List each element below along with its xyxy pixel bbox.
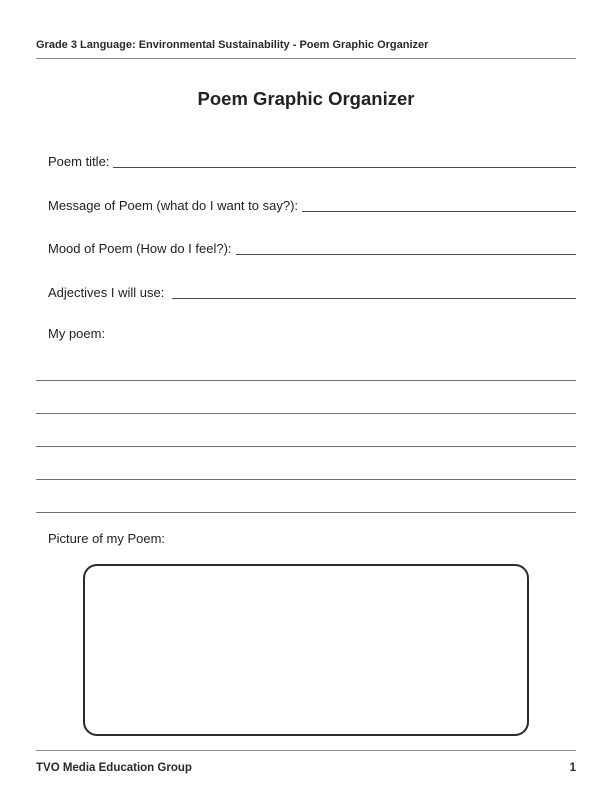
header-divider	[36, 58, 576, 59]
poem-write-line[interactable]	[36, 512, 576, 513]
message-field	[48, 194, 576, 214]
poem-write-line[interactable]	[36, 479, 576, 480]
page-number: 1	[569, 762, 576, 774]
my-poem-label: My poem:	[48, 326, 106, 341]
footer-publisher: TVO Media Education Group	[36, 762, 192, 774]
poem-write-line[interactable]	[36, 380, 576, 381]
poem-write-line[interactable]	[36, 413, 576, 414]
poem-title-write-line[interactable]	[113, 153, 576, 168]
adjectives-write-line[interactable]	[172, 284, 576, 299]
mood-write-line[interactable]	[236, 240, 576, 255]
message-label: Message of Poem (what do I want to say?):	[48, 198, 299, 213]
picture-label: Picture of my Poem:	[48, 531, 166, 546]
picture-drawing-box[interactable]	[83, 564, 529, 736]
poem-title-field	[48, 150, 576, 170]
page-header: Grade 3 Language: Environmental Sustainability - Poem Graphic Organizer	[36, 39, 429, 51]
mood-field	[48, 237, 576, 257]
mood-label: Mood of Poem (How do I feel?):	[48, 241, 232, 256]
footer-divider	[36, 750, 576, 751]
message-write-line[interactable]	[302, 197, 576, 212]
page-title: Poem Graphic Organizer	[197, 88, 415, 109]
adjectives-field	[48, 281, 576, 301]
poem-title-label: Poem title:	[48, 154, 110, 169]
poem-write-line[interactable]	[36, 446, 576, 447]
adjectives-label: Adjectives I will use:	[48, 285, 165, 300]
